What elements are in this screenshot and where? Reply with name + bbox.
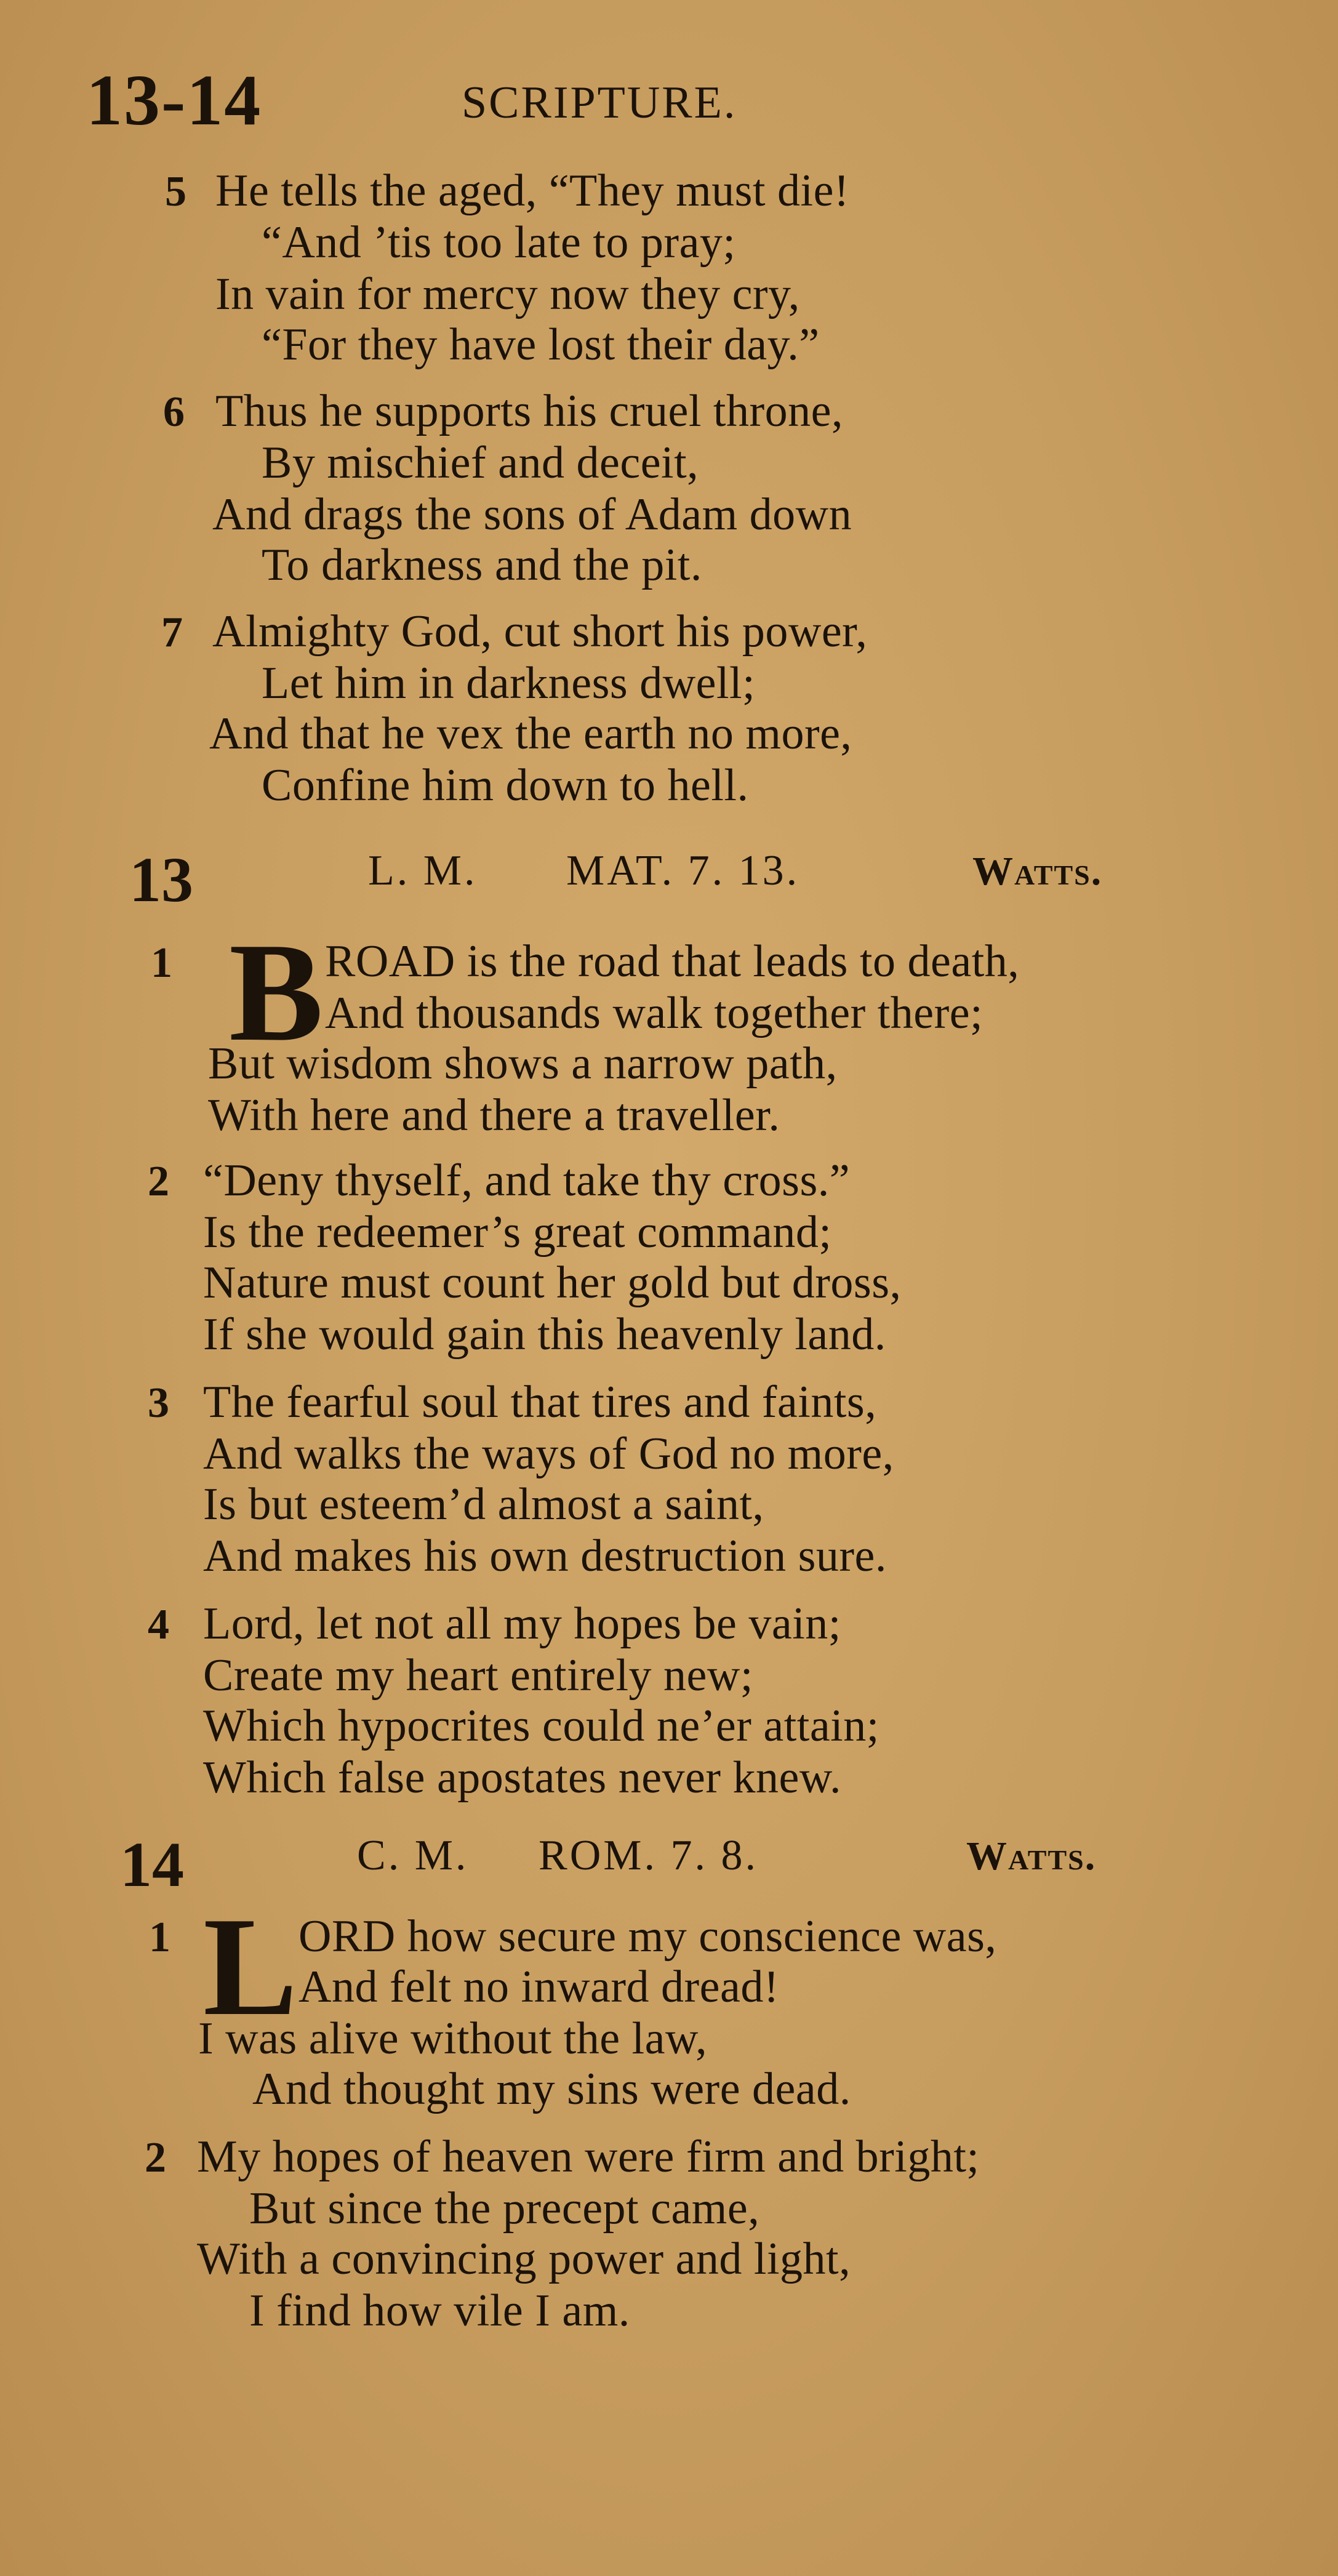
verse-number: 5 — [165, 168, 186, 215]
verse-line: And that he vex the earth no more, — [209, 708, 852, 759]
verse-line: My hopes of heaven were firm and bright; — [197, 2132, 980, 2182]
verse-line: With here and there a traveller. — [208, 1090, 780, 1141]
verse-number: 2 — [145, 2134, 166, 2181]
verse-line: Confine him down to hell. — [262, 760, 749, 811]
verse-line: But wisdom shows a narrow path, — [208, 1038, 838, 1089]
verse-number: 4 — [148, 1601, 169, 1648]
verse-line: Lord, let not all my hopes be vain; — [203, 1599, 841, 1649]
hymn-meter: L. M. — [368, 847, 478, 894]
verse-number: 1 — [149, 1914, 170, 1961]
verse-line: Thus he supports his cruel throne, — [215, 386, 843, 436]
verse-line: With a convincing power and light, — [197, 2234, 851, 2284]
verse-line: “Deny thyself, and take thy cross.” — [203, 1155, 851, 1206]
verse-line: Create my heart entirely new; — [203, 1650, 753, 1701]
drop-cap: L — [203, 1888, 298, 2045]
verse-line: Is the redeemer’s great command; — [203, 1207, 832, 1258]
running-head: SCRIPTURE. — [462, 78, 737, 128]
verse-number: 3 — [148, 1379, 169, 1427]
verse-line: He tells the aged, “They must die! — [215, 166, 850, 216]
verse-line: “For they have lost their day.” — [262, 319, 820, 370]
hymn-meter: C. M. — [357, 1832, 469, 1879]
verse-line: Almighty God, cut short his power, — [212, 606, 868, 657]
verse-line: And thousands walk together there; — [325, 988, 983, 1038]
hymn-number: 13 — [129, 845, 193, 915]
verse-line: Is but esteem’d almost a saint, — [203, 1479, 764, 1530]
verse-line: To darkness and the pit. — [262, 540, 702, 590]
verse-line: I was alive without the law, — [198, 2013, 708, 2064]
verse-line: And makes his own destruction sure. — [203, 1531, 887, 1581]
verse-line: ORD how secure my conscience was, — [298, 1911, 997, 1962]
verse-line: And walks the ways of God no more, — [203, 1429, 894, 1479]
scripture-reference: MAT. 7. 13. — [566, 847, 800, 894]
hymn-number: 14 — [120, 1829, 184, 1900]
hymn-author: Watts. — [966, 1834, 1097, 1879]
verse-number: 7 — [161, 609, 183, 656]
page-number: 13-14 — [86, 60, 262, 140]
drop-cap: B — [229, 913, 324, 1070]
scripture-reference: ROM. 7. 8. — [539, 1832, 758, 1879]
verse-line: And drags the sons of Adam down — [212, 489, 852, 540]
verse-number: 2 — [148, 1158, 169, 1205]
hymn-author: Watts. — [972, 849, 1103, 894]
verse-line: If she would gain this heavenly land. — [203, 1309, 886, 1360]
verse-line: Which hypocrites could ne’er attain; — [203, 1701, 879, 1751]
verse-line: And felt no inward dread! — [298, 1962, 780, 2012]
verse-line: In vain for mercy now they cry, — [215, 269, 800, 319]
verse-line: By mischief and deceit, — [262, 438, 699, 488]
verse-number: 1 — [151, 939, 172, 987]
verse-line: The fearful soul that tires and faints, — [203, 1377, 877, 1427]
verse-line: “And ’tis too late to pray; — [262, 217, 736, 268]
verse-line: I find how vile I am. — [249, 2285, 630, 2336]
verse-line: Which false apostates never knew. — [203, 1752, 841, 1803]
verse-line: ROAD is the road that leads to death, — [325, 936, 1020, 987]
verse-line: Let him in darkness dwell; — [262, 658, 756, 708]
verse-line: But since the precept came, — [249, 2183, 760, 2234]
verse-number: 6 — [163, 388, 185, 436]
verse-line: And thought my sins were dead. — [252, 2064, 851, 2114]
verse-line: Nature must count her gold but dross, — [203, 1258, 902, 1308]
